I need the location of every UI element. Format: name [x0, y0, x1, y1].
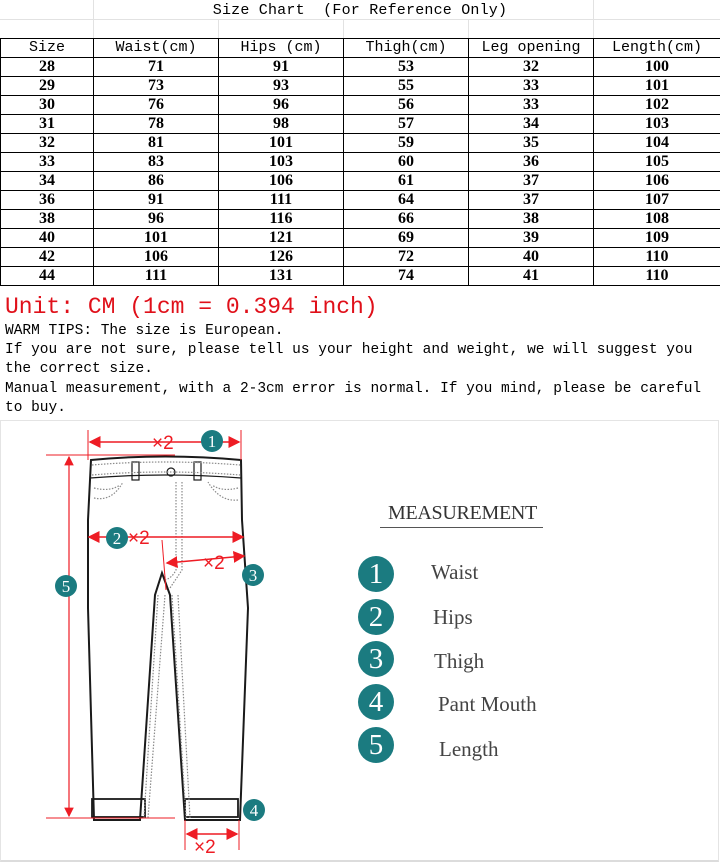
table-cell: 126 [219, 248, 344, 267]
grid-line [468, 19, 469, 38]
hips-multiplier: ×2 [128, 528, 150, 549]
badge-2-hips [106, 527, 128, 549]
table-cell: 38 [469, 210, 594, 229]
table-cell: 64 [344, 191, 469, 210]
table-cell: 96 [94, 210, 219, 229]
legend-label: Waist [431, 560, 479, 584]
table-cell: 34 [1, 172, 94, 191]
size-chart-title: Size Chart (For Reference Only) [212, 2, 508, 19]
header-hips: Hips (cm) [219, 39, 344, 58]
legend-item-hips [358, 599, 608, 637]
table-cell: 59 [344, 134, 469, 153]
table-cell: 103 [219, 153, 344, 172]
table-cell: 34 [469, 115, 594, 134]
svg-text:4: 4 [249, 801, 259, 820]
table-cell: 111 [219, 191, 344, 210]
notes-section [5, 292, 717, 418]
pant-mouth-multiplier: ×2 [194, 837, 216, 858]
table-cell: 131 [219, 267, 344, 286]
badge-1-waist [201, 430, 223, 452]
table-cell: 73 [94, 77, 219, 96]
svg-text:1: 1 [207, 432, 217, 451]
table-cell: 116 [219, 210, 344, 229]
badge-5-length [55, 575, 77, 597]
table-cell: 101 [594, 77, 720, 96]
grid-line [593, 19, 594, 38]
size-chart-table [0, 38, 720, 286]
table-cell: 33 [1, 153, 94, 172]
legend-label: Length [439, 737, 499, 761]
table-cell: 111 [94, 267, 219, 286]
table-cell: 37 [469, 191, 594, 210]
legend-item-pant-mouth [358, 684, 608, 722]
table-cell: 103 [594, 115, 720, 134]
legend-item-thigh [358, 641, 608, 679]
pants-diagram [0, 420, 300, 863]
badge-4-icon: 4 [358, 684, 394, 720]
table-cell: 104 [594, 134, 720, 153]
table-cell: 91 [94, 191, 219, 210]
table-cell: 74 [344, 267, 469, 286]
warm-tips-note: WARM TIPS: The size is European. [5, 323, 284, 339]
table-cell: 40 [1, 229, 94, 248]
table-header-row [1, 39, 720, 58]
legend-title: MEASUREMENT [380, 502, 543, 528]
table-cell: 101 [219, 134, 344, 153]
badge-5-icon: 5 [358, 727, 394, 763]
table-cell: 102 [594, 96, 720, 115]
table-cell: 108 [594, 210, 720, 229]
table-cell: 57 [344, 115, 469, 134]
table-cell: 106 [94, 248, 219, 267]
measurement-error-note: Manual measurement, with a 2-3cm error is normal. If you mind, please be careful to buy. [5, 380, 710, 416]
table-row [1, 153, 720, 172]
svg-text:5: 5 [61, 577, 71, 596]
table-cell: 71 [94, 58, 219, 77]
table-cell: 56 [344, 96, 469, 115]
table-cell: 61 [344, 172, 469, 191]
grid-line [93, 19, 94, 38]
table-cell: 36 [1, 191, 94, 210]
header-thigh: Thigh(cm) [344, 39, 469, 58]
table-cell: 33 [469, 96, 594, 115]
unit-note: Unit: CM (1cm = 0.394 inch) [5, 294, 378, 320]
grid-line [218, 19, 219, 38]
table-cell: 38 [1, 210, 94, 229]
header-leg-opening: Leg opening [469, 39, 594, 58]
thigh-multiplier: ×2 [203, 553, 225, 574]
legend-label: Hips [433, 605, 473, 629]
table-cell: 29 [1, 77, 94, 96]
table-cell: 101 [94, 229, 219, 248]
table-row [1, 248, 720, 267]
table-cell: 110 [594, 248, 720, 267]
legend-item-waist [358, 556, 608, 594]
table-cell: 100 [594, 58, 720, 77]
grid-line [343, 19, 344, 38]
table-cell: 42 [1, 248, 94, 267]
table-cell: 44 [1, 267, 94, 286]
table-cell: 93 [219, 77, 344, 96]
legend-label: Thigh [434, 649, 485, 673]
table-cell: 28 [1, 58, 94, 77]
table-row [1, 229, 720, 248]
table-row [1, 134, 720, 153]
table-cell: 37 [469, 172, 594, 191]
table-cell: 106 [219, 172, 344, 191]
table-row [1, 115, 720, 134]
table-cell: 35 [469, 134, 594, 153]
badge-3-thigh [242, 564, 264, 586]
table-row [1, 210, 720, 229]
table-row [1, 267, 720, 286]
table-cell: 76 [94, 96, 219, 115]
table-cell: 91 [219, 58, 344, 77]
badge-4-pant-mouth [243, 799, 265, 821]
table-cell: 39 [469, 229, 594, 248]
pants-outline [88, 457, 248, 821]
table-cell: 106 [594, 172, 720, 191]
table-row [1, 172, 720, 191]
table-body [1, 58, 720, 286]
table-cell: 30 [1, 96, 94, 115]
table-cell: 86 [94, 172, 219, 191]
svg-text:3: 3 [248, 566, 258, 585]
header-length: Length(cm) [594, 39, 720, 58]
table-cell: 31 [1, 115, 94, 134]
grid-line [0, 19, 720, 20]
table-cell: 105 [594, 153, 720, 172]
table-cell: 66 [344, 210, 469, 229]
svg-text:2: 2 [112, 529, 122, 548]
table-cell: 72 [344, 248, 469, 267]
table-cell: 121 [219, 229, 344, 248]
table-cell: 60 [344, 153, 469, 172]
table-row [1, 77, 720, 96]
table-cell: 98 [219, 115, 344, 134]
legend-label: Pant Mouth [438, 692, 537, 716]
table-cell: 53 [344, 58, 469, 77]
legend-item-length [358, 727, 608, 765]
header-size: Size [1, 39, 94, 58]
table-row [1, 58, 720, 77]
table-cell: 33 [469, 77, 594, 96]
table-row [1, 96, 720, 115]
table-cell: 110 [594, 267, 720, 286]
table-cell: 78 [94, 115, 219, 134]
badge-1-icon: 1 [358, 556, 394, 592]
suggest-size-note: If you are not sure, please tell us your height and weight, we will suggest you the correct size. [5, 342, 702, 378]
table-cell: 55 [344, 77, 469, 96]
badge-3-icon: 3 [358, 641, 394, 677]
table-cell: 69 [344, 229, 469, 248]
table-cell: 107 [594, 191, 720, 210]
table-row [1, 191, 720, 210]
table-cell: 32 [469, 58, 594, 77]
table-cell: 96 [219, 96, 344, 115]
table-cell: 40 [469, 248, 594, 267]
waist-multiplier: ×2 [152, 433, 174, 454]
table-cell: 32 [1, 134, 94, 153]
table-cell: 36 [469, 153, 594, 172]
table-cell: 41 [469, 267, 594, 286]
table-cell: 83 [94, 153, 219, 172]
badge-2-icon: 2 [358, 599, 394, 635]
header-waist: Waist(cm) [94, 39, 219, 58]
table-cell: 81 [94, 134, 219, 153]
table-cell: 109 [594, 229, 720, 248]
